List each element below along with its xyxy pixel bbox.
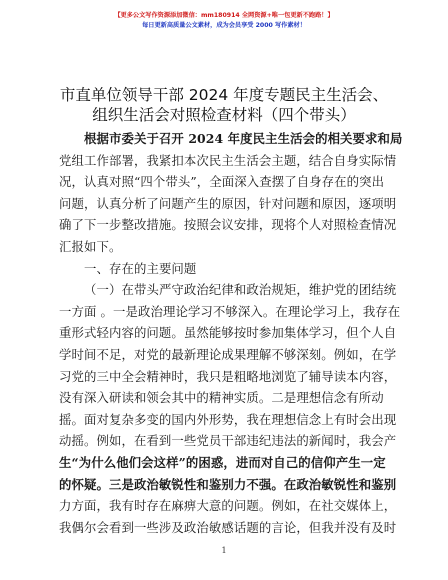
body-line: 生“为什么他们会这样”的困惑，进而对自己的信仰产生一定 xyxy=(59,454,386,470)
document-title-line-1: 市直单位领导干部 2024 年度专题民主生活会、 xyxy=(59,86,389,104)
promo-banner-line-1: 【更多公文写作资源添加微信：mm180914 全网资源+唯一包更新不跑路！】 xyxy=(114,12,334,19)
page-number: 1 xyxy=(221,546,227,555)
body-line: 没有深入研读和领会其中的精神实质。二是理想信念有所动 xyxy=(59,390,384,406)
body-line: 党组工作部署，我紧扣本次民主生活会主题，结合自身实际情 xyxy=(59,152,397,168)
body-line: 问题，认真分析了问题产生的原因，针对问题和原因，逐项明 xyxy=(59,195,397,211)
body-line: 动摇。例如，在看到一些党员干部违纪违法的新闻时，我会产 xyxy=(59,433,397,449)
body-line: 根据市委关于召开 2024 年度民主生活会的相关要求和局 xyxy=(84,131,403,146)
body-line: 习党的三中全会精神时，我只是粗略地浏览了辅导读本内容， xyxy=(59,368,397,384)
document-body xyxy=(59,128,403,538)
body-line: 汇报如下。 xyxy=(59,238,122,254)
body-line: （一）在带头严守政治纪律和政治规矩，维护党的团结统 xyxy=(84,282,397,298)
body-line: 况，认真对照“四个带头”，全面深入查摆了自身存在的突出 xyxy=(59,174,385,190)
document-title-line-2: 组织生活会对照检查材料（四个带头） xyxy=(92,106,356,124)
body-line: 一方面 。一是政治理论学习不够深入。在理论学习上，我存在 xyxy=(59,303,401,319)
body-line: 的怀疑。三是政治敏锐性和鉴别力不强。在政治敏锐性和鉴别 xyxy=(59,476,397,492)
body-line: 我偶尔会看到一些涉及政治敏感话题的言论，但我并没有及时 xyxy=(59,519,397,535)
section-heading: 一、存在的主要问题 xyxy=(84,260,197,276)
body-line: 重形式轻内容的问题。虽然能够按时参加集体学习，但个人自 xyxy=(59,325,397,341)
body-line: 学时间不足，对党的最新理论成果理解不够深刻。例如，在学 xyxy=(59,346,397,362)
promo-banner-line-2: 每日更新高质量公文素材，成为会员享受 2000 写作素材！ xyxy=(142,22,306,29)
body-line: 确了下一步整改措施。按照会议安排，现将个人对照检查情况 xyxy=(59,217,397,233)
body-line: 摇。面对复杂多变的国内外形势，我在理想信念上有时会出现 xyxy=(59,411,397,427)
body-line: 力方面，我有时存在麻痹大意的问题。例如，在社交媒体上， xyxy=(59,498,397,514)
